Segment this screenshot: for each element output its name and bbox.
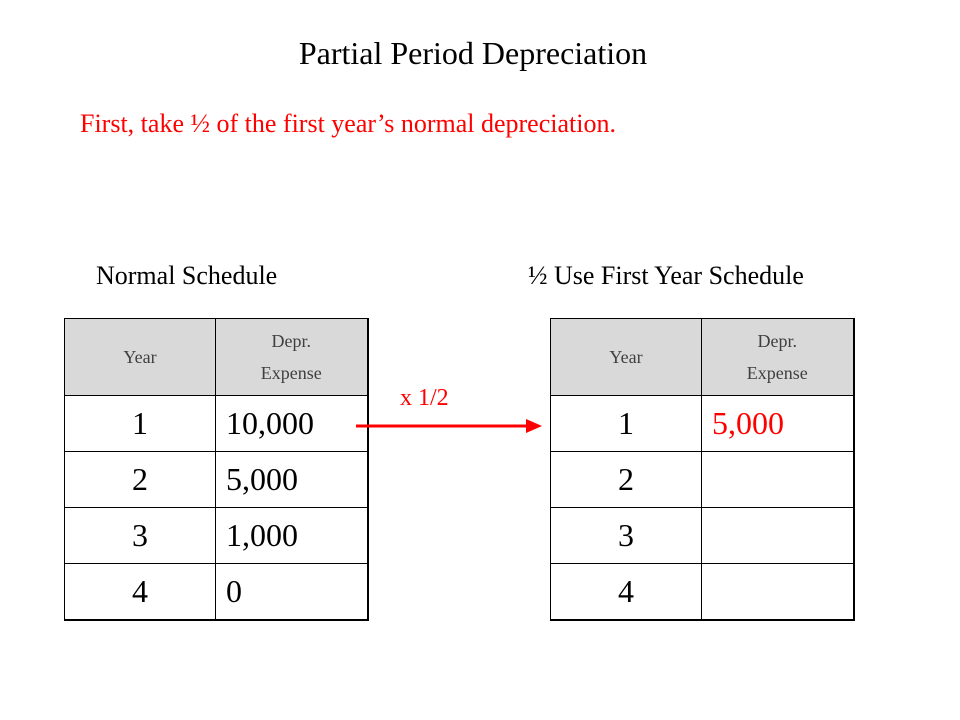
normal-schedule-heading: Normal Schedule [96, 261, 278, 290]
arrow-head [526, 419, 542, 433]
expense-header-line1: Depr. [271, 331, 311, 351]
expense-cell: 5,000 [216, 452, 368, 508]
expense-cell: 10,000 [216, 396, 368, 452]
expense-column-header [216, 319, 368, 396]
table-row [65, 396, 368, 452]
year-cell: 3 [551, 508, 702, 564]
table-row [551, 564, 854, 621]
expense-cell-empty [702, 564, 854, 621]
normal-schedule-table [64, 318, 369, 621]
year-cell: 4 [551, 564, 702, 621]
expense-cell-empty [702, 452, 854, 508]
table-row [65, 452, 368, 508]
expense-cell: 0 [216, 564, 368, 621]
right-arrow-icon [354, 414, 544, 436]
year-header-label: Year [609, 347, 643, 367]
year-header-label: Year [123, 347, 157, 367]
expense-header-line1: Depr. [757, 331, 797, 351]
year-cell: 1 [65, 396, 216, 452]
expense-column-header [702, 319, 854, 396]
year-cell: 2 [65, 452, 216, 508]
multiplier-label: x 1/2 [400, 385, 449, 411]
table-row [551, 508, 854, 564]
year-cell: 2 [551, 452, 702, 508]
year-cell: 4 [65, 564, 216, 621]
table-row [65, 564, 368, 621]
instruction-text: First, take ½ of the first year’s normal depreciation. [80, 109, 616, 138]
expense-cell: 1,000 [216, 508, 368, 564]
year-cell: 3 [65, 508, 216, 564]
expense-cell-empty [702, 508, 854, 564]
table-header-row [65, 319, 368, 396]
table-row [551, 452, 854, 508]
expense-header-line2: Expense [746, 363, 808, 383]
table-row [551, 396, 854, 452]
half-year-schedule-heading: ½ Use First Year Schedule [528, 261, 804, 290]
page-title: Partial Period Depreciation [298, 35, 648, 71]
table-row [65, 508, 368, 564]
year-column-header [551, 319, 702, 396]
year-column-header [65, 319, 216, 396]
year-cell: 1 [551, 396, 702, 452]
half-year-schedule-table [550, 318, 855, 621]
expense-header-line2: Expense [260, 363, 322, 383]
table-header-row [551, 319, 854, 396]
expense-cell-highlighted: 5,000 [702, 396, 854, 452]
